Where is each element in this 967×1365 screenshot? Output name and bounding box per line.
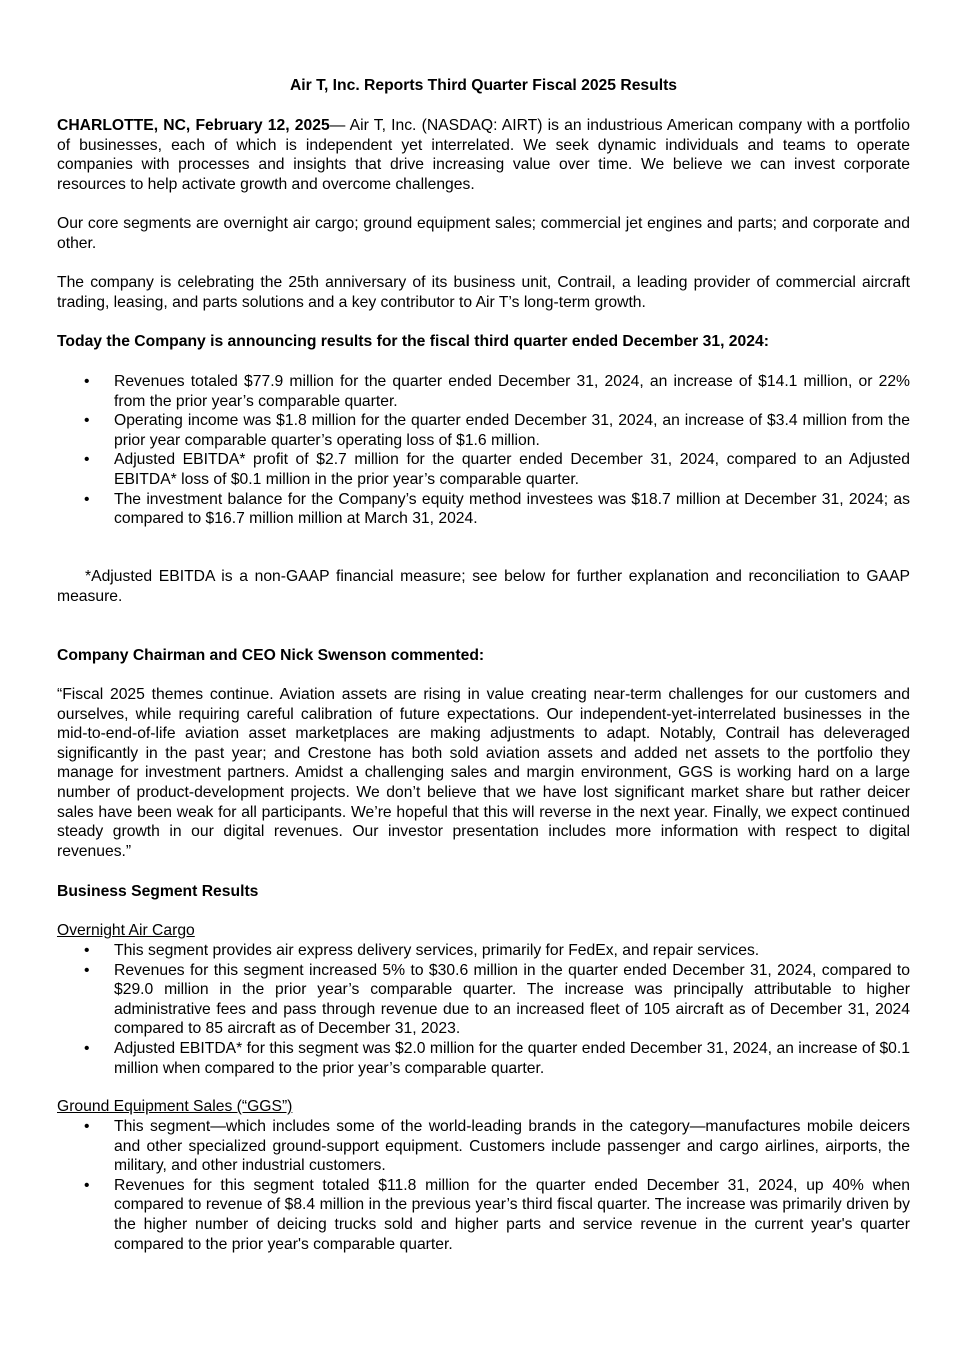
bullet-glyph: • [84,373,90,390]
ggs-list [57,1117,910,1254]
announce-heading: Today the Company is announcing results for the fiscal third quarter ended December 31, 2024: [57,333,769,350]
ggs-title: Ground Equipment Sales (“GGS”) [57,1098,293,1115]
highlights-list [57,372,910,529]
dateline: CHARLOTTE, NC, February 12, 2025 [57,117,330,134]
bullet-glyph: • [84,1118,90,1135]
page-title: Air T, Inc. Reports Third Quarter Fiscal 2025 Results [289,77,678,94]
list-item: • Revenues totaled $77.9 million for the quarter ended December 31, 2024, an increase of $14.1 million, or 22% from the prior year’s comparable quarter. [84,373,910,410]
footnote: *Adjusted EBITDA is a non-GAAP financial measure; see below for further explanation and reconciliation to GAAP measure. [57,568,910,605]
ceo-heading: Company Chairman and CEO Nick Swenson commented: [57,647,485,664]
segments-paragraph: Our core segments are overnight air cargo; ground equipment sales; commercial jet engines and parts; and corporate and other. [57,215,910,252]
list-item: • Operating income was $1.8 million for the quarter ended December 31, 2024, an increase of $3.4 million from the prior year comparable quarter’s operating loss of $1.6 million. [84,412,910,449]
overnight-air-cargo-list [57,941,910,1078]
segment-results-heading: Business Segment Results [57,883,259,900]
list-item: • The investment balance for the Company’s equity method investees was $18.7 million at December 31, 2024; as compared to $16.7 million million at March 31, 2024. [84,490,910,528]
intro-text: — Air T, Inc. (NASDAQ: AIRT) is an industrious American company with a portfolio of businesses, each of which is independent yet interrelated. We seek dynamic individuals and teams to operate companies with processes and insights that drive increasing value over time. We believe we can invest corporate resources to help activate growth and overcome challenges. [57,117,910,193]
bullet-glyph: • [84,1176,90,1194]
anniversary-paragraph: The company is celebrating the 25th anniversary of its business unit, Contrail, a leading provider of commercial aircraft trading, leasing, and parts solutions and a key contributor to Air T’s long-term growth. [57,274,910,311]
bullet-glyph: • [84,942,90,959]
intro-paragraph [57,116,910,194]
bullet-glyph: • [84,1039,90,1057]
bullet-glyph: • [84,490,90,508]
list-item: • Revenues for this segment totaled $11.8 million for the quarter ended December 31, 2024, up 40% when compared to revenue of $8.4 million in the previous year’s third fiscal quarter. The increase was primarily driven by the higher number of deicing trucks sold and higher parts and service revenue in the current year's quarter compared to the prior year's comparable quarter. [84,1176,910,1253]
list-item: • Adjusted EBITDA* for this segment was $2.0 million for the quarter ended December 31, 2024, an increase of $0.1 million when compared to the prior year’s comparable quarter. [84,1039,910,1077]
list-item: • Adjusted EBITDA* profit of $2.7 million for the quarter ended December 31, 2024, compared to an Adjusted EBITDA* loss of $0.1 million in the prior year’s comparable quarter. [84,451,910,488]
list-item: • This segment—which includes some of the world-leading brands in the category—manufactures mobile deicers and other specialized ground-support equipment. Customers include passenger and cargo airlines, airports, the military, and other industrial customers. [84,1118,910,1175]
overnight-air-cargo-title: Overnight Air Cargo [57,922,195,939]
list-item: • Revenues for this segment increased 5% to $30.6 million in the quarter ended December 31, 2024, compared to $29.0 million in the prior year’s comparable quarter. The increase was principally attributable to higher administrative fees and pass through revenue due to an increased fleet of 105 aircraft as of December 31, 2024 compared to 85 aircraft as of December 31, 2023. [84,961,910,1038]
ceo-quote: “Fiscal 2025 themes continue. Aviation assets are rising in value creating near-term challenges for our customers and ourselves, while requiring careful calibration of future expectations. Our independent-yet-interrelated businesses in the mid-to-end-of-life aviation asset marketplaces are making adjustments to adapt. Notably, Contrail has deleveraged significantly in the past year; and Crestone has both sold aviation assets and added net assets to the portfolio they manage for investment partners. Amidst a challenging sales and margin environment, GGS is working hard on a large number of product-development projects. We don’t believe that we have lost significant market share but rather deicer sales have been weak for all participants. We’re hopeful that this will reverse in the next year. Finally, we expect continued steady growth in our digital revenues. Our investor presentation includes more information with respect to digital revenues.” [57,686,910,860]
bullet-glyph: • [84,451,90,469]
bullet-glyph: • [84,412,90,430]
bullet-glyph: • [84,961,90,979]
list-item: • This segment provides air express delivery services, primarily for FedEx, and repair services. [84,942,760,959]
